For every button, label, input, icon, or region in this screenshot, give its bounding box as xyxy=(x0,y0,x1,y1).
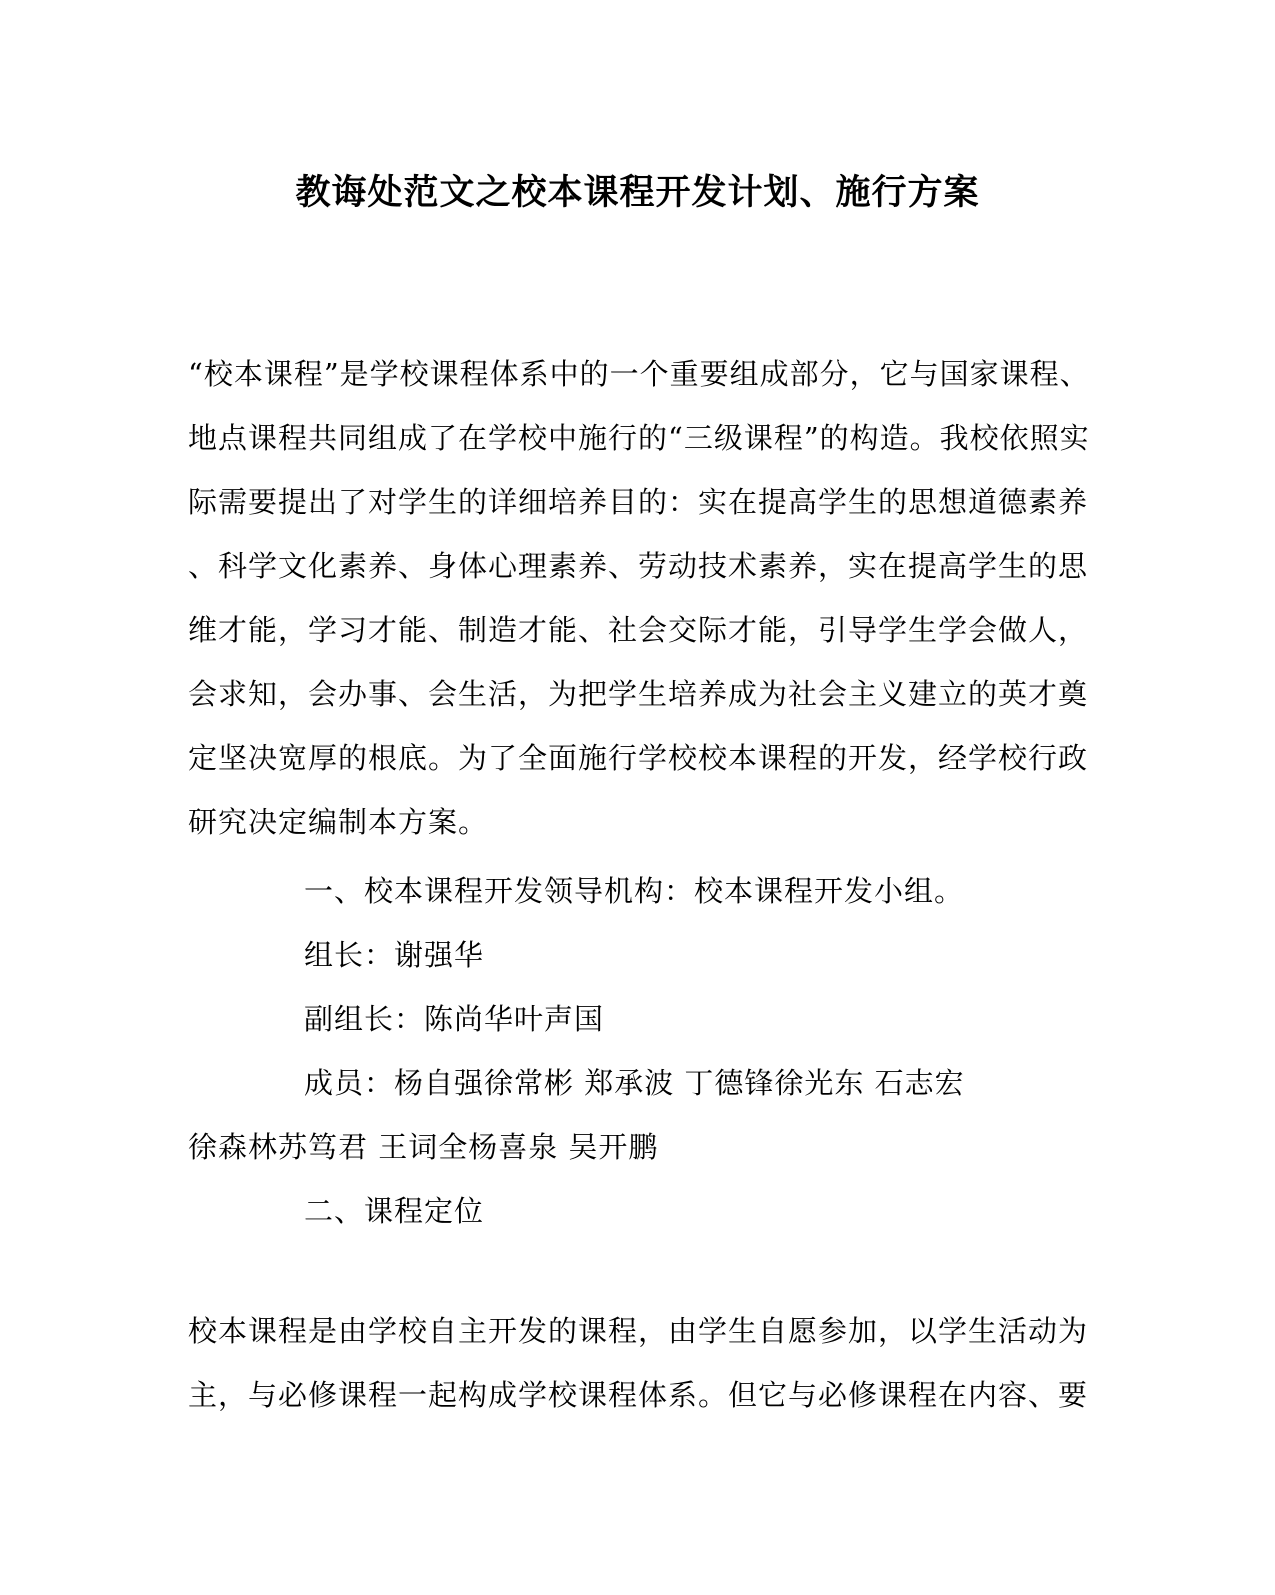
intro-line: 会求知，会办事、会生活，为把学生培养成为社会主义建立的英才奠 xyxy=(188,677,1089,711)
intro-line: 地点课程共同组成了在学校中施行的“三级课程”的构造。我校依照实 xyxy=(188,421,1090,455)
intro-line: 定坚决宽厚的根底。为了全面施行学校校本课程的开发，经学校行政 xyxy=(188,741,1089,775)
intro-line: 研究决定编制本方案。 xyxy=(188,805,489,839)
paragraph-line: 主，与必修课程一起构成学校课程体系。但它与必修课程在内容、要 xyxy=(188,1378,1089,1412)
section-leadership xyxy=(188,859,1068,1243)
intro-line: “校本课程”是学校课程体系中的一个重要组成部分，它与国家课程、 xyxy=(188,357,1090,391)
paragraph-line: 校本课程是由学校自主开发的课程，由学生自愿参加，以学生活动为 xyxy=(188,1314,1089,1348)
intro-line: 维才能，学习才能、制造才能、社会交际才能，引导学生学会做人， xyxy=(188,613,1089,647)
intro-line: 、科学文化素养、身体心理素养、劳动技术素养，实在提高学生的思 xyxy=(188,549,1089,583)
intro-line: 际需要提出了对学生的详细培养目的：实在提高学生的思想道德素养 xyxy=(188,485,1089,519)
intro-paragraph xyxy=(188,342,1090,854)
members-line-continued: 徐森林苏笃君 王词全杨喜泉 吴开鹏 xyxy=(188,1130,659,1164)
section-course-positioning xyxy=(188,1299,1089,1427)
deputy-leader-line: 副组长：陈尚华叶声国 xyxy=(304,1002,605,1036)
section-heading: 一、校本课程开发领导机构：校本课程开发小组。 xyxy=(304,874,965,908)
section-heading: 二、课程定位 xyxy=(304,1194,485,1228)
leader-line: 组长：谢强华 xyxy=(304,938,485,972)
members-line: 成员：杨自强徐常彬 郑承波 丁德锋徐光东 石志宏 xyxy=(304,1066,965,1100)
document-title: 教诲处范文之校本课程开发计划、施行方案 xyxy=(295,172,980,213)
